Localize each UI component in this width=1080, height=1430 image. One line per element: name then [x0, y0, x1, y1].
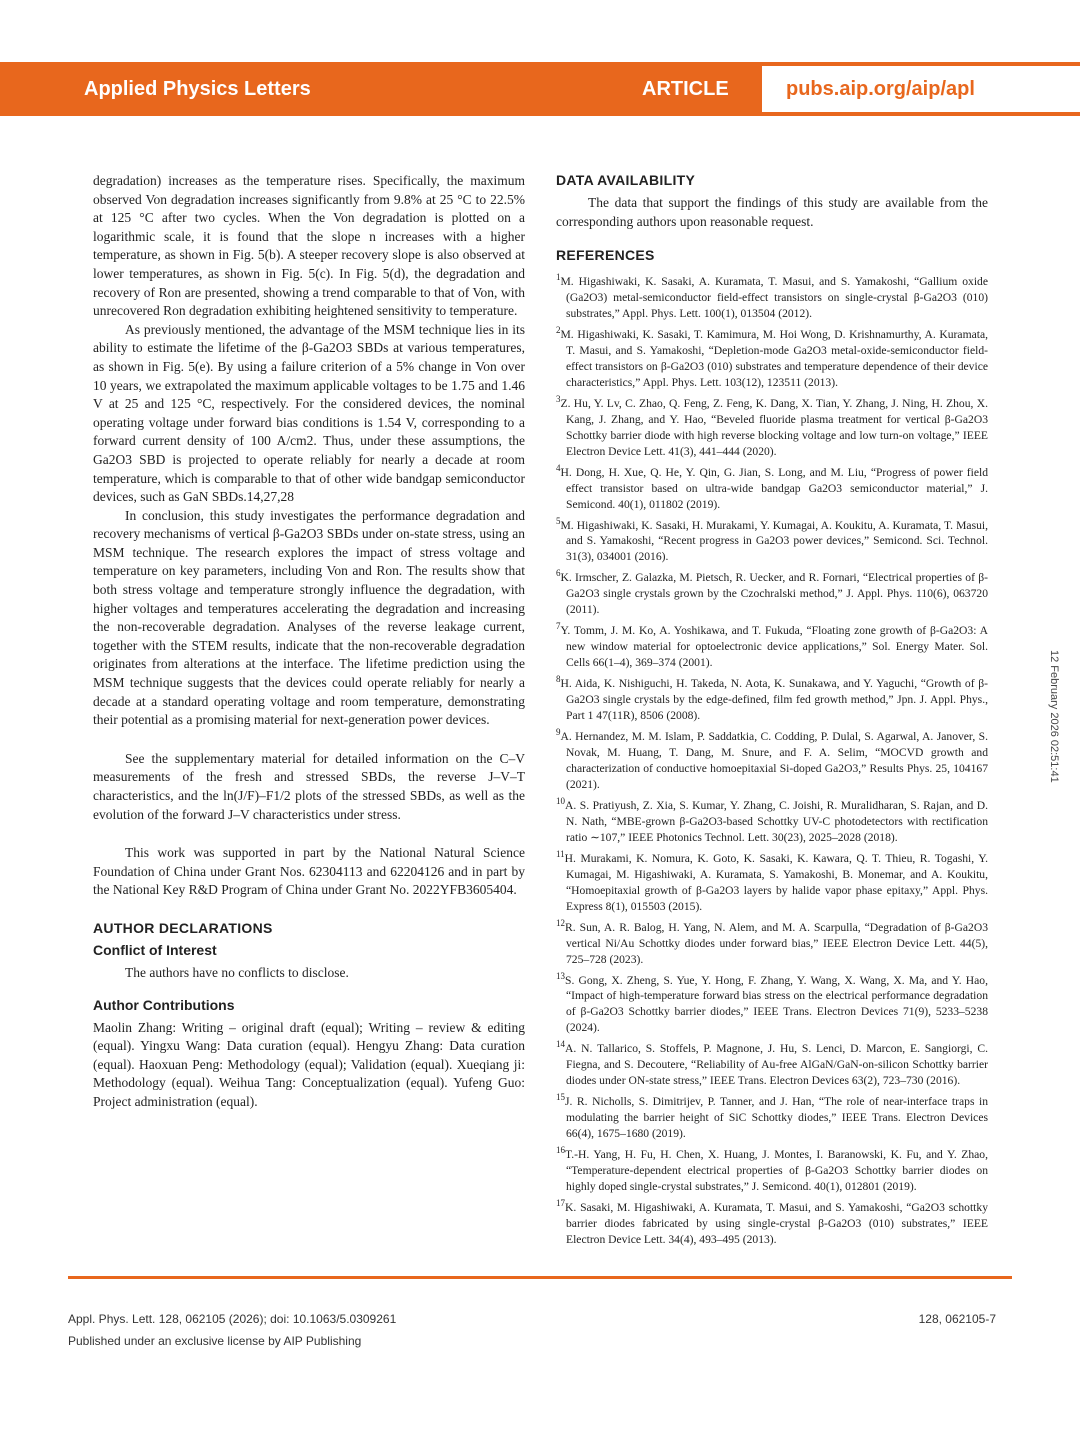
reference-item: $^9$A. Hernandez, M. M. Islam, P. Saddatkia, C. Codding, P. Dulal, S. Agarwal, A. Janover, S. Novak, M. Huang, T. Dang, M. Snure, and F. A. Selim, “MOCVD growth and characterization of conductive homoepitaxial Si-doped Ga2O3,” Results Phys. 25, 104167 (2021).: [556, 727, 988, 791]
reference-item: $^4$H. Dong, H. Xue, Q. He, Y. Qin, G. Jian, S. Long, and M. Liu, “Progress of power field effect transistor based on ultra-wide bandgap Ga2O3 semiconductor material,” J. Semicond. 40(1), 011802 (2019).: [556, 462, 988, 511]
footer-page-number: 128, 062105-7: [918, 1312, 996, 1326]
journal-title: Applied Physics Letters: [84, 78, 311, 100]
subheading-conflict: Conflict of Interest: [93, 941, 217, 958]
reference-item: $^{15}$J. R. Nicholls, S. Dimitrijev, P. Tanner, and J. Han, “The role of near-interface traps in modulating the barrier height of SiC Schottky diodes,” IEEE Trans. Electron Devices 66(4), 1675–1680 (2019).: [556, 1092, 988, 1141]
download-timestamp: 12 February 2026 02:51:41: [1048, 650, 1060, 783]
reference-item: $^{16}$T.-H. Yang, H. Fu, H. Chen, X. Huang, J. Montes, I. Baranowski, K. Fu, and Y. Zhao, “Temperature-dependent electrical properties of β-Ga2O3 Schottky barrier diodes on highly doped single-crystal substrates,” J. Semicond. 40(1), 012801 (2019).: [556, 1145, 988, 1193]
reference-item: $^6$K. Irmscher, Z. Galazka, M. Pietsch, R. Uecker, and R. Fornari, “Electrical properties of β-Ga2O3 single crystals grown by the Czochralski method,” J. Appl. Phys. 110(6), 063720 (2011).: [556, 568, 988, 617]
left-column: [93, 172, 525, 1112]
footer-citation: Appl. Phys. Lett. 128, 062105 (2026); doi: 10.1063/5.0309261: [68, 1312, 397, 1326]
funding-paragraph: This work was supported in part by the National Natural Science Foundation of China under Grant Nos. 62304113 and 62204126 and in part by the National Key R&D Program of China under Grant No. 2022YFB3605404.: [93, 845, 525, 898]
reference-item: $^{14}$A. N. Tallarico, S. Stoffels, P. Magnone, J. Hu, S. Lenci, D. Marcon, E. Sangiorgi, C. Fiegna, and S. Decoutere, “Reliability of Au-free AlGaN/GaN-on-silicon Schottky barrier diodes under ON-state stress,” IEEE Trans. Electron Devices 63(2), 723–730 (2016).: [556, 1039, 988, 1088]
reference-item: $^{12}$R. Sun, A. R. Balog, H. Yang, N. Alem, and M. A. Scarpulla, “Degradation of β-Ga2O3 vertical Ni/Au Schottky diodes under forward bias,” IEEE Electron Device Lett. 44(5), 725–728 (2023).: [556, 917, 988, 966]
reference-item: $^3$Z. Hu, Y. Lv, C. Zhao, Q. Feng, Z. Feng, K. Dang, X. Tian, Y. Zhang, J. Ning, H. Zhou, X. Kang, J. Zhang, and Y. Hao, “Beveled fluoride plasma treatment for vertical β-Ga2O3 Schottky barrier diode with high reverse blocking voltage and low turn-on voltage,” IEEE Electron Device Lett. 41(3), 441–444 (2020).: [556, 393, 988, 458]
journal-header-bar: [0, 62, 1080, 116]
reference-list: [556, 269, 988, 1248]
reference-item: $^{10}$A. S. Pratiyush, Z. Xia, S. Kumar, Y. Zhang, C. Joishi, R. Muralidharan, S. Rajan, and D. N. Nath, “MBE-grown β-Ga2O3-based Schottky UV-C photodetectors with rectification ratio ∼107,” IEEE Photonics Technol. Lett. 30(23), 2025–2028 (2018).: [556, 795, 988, 844]
journal-url-link[interactable]: pubs.aip.org/aip/apl: [762, 66, 1080, 112]
reference-item: $^8$H. Aida, K. Nishiguchi, H. Takeda, N. Aota, K. Sunakawa, and Y. Yaguchi, “Growth of β-Ga2O3 single crystals by the edge-defined, film fed growth method,” Jpn. J. Appl. Phys., Part 1 47(11R), 8506 (2008).: [556, 674, 988, 723]
data-availability-statement: The data that support the findings of this study are available from the corresponding authors upon reasonable request.: [556, 195, 988, 229]
subheading-contributions: Author Contributions: [93, 996, 235, 1013]
right-column: [556, 172, 988, 1248]
body-paragraph: In conclusion, this study investigates the performance degradation and recovery mechanisms of vertical β-Ga2O3 SBDs under on-state stress, using an MSM technique. The research explores the impact of stress voltage and temperature on key parameters, including Von and Ron. The results show that both stress voltage and temperature strongly influence the degradation, with higher voltages and temperatures accelerating the degradation and increasing the non-recoverable degradation. Analyses of the reverse leakage current, together with the STEM results, indicate that the non-recoverable degradation originates from alterations at the interface. The lifetime prediction using the MSM technique suggests that the devices could operate reliably for nearly a decade at a standard operating voltage and room temperature, demonstrating their potential as a promising material for next-generation power devices.: [93, 507, 525, 728]
body-paragraph: degradation) increases as the temperature rises. Specifically, the maximum observed Von degradation increases significantly from 9.8% at 25 °C to 22.5% at 125 °C after two cycles. When the Von degradation is plotted on a logarithmic scale, it is found that the slope n increases with a higher temperature, as shown in Fig. 5(b). A steeper recovery slope is also observed at lower temperatures, as shown in Fig. 5(c). In Fig. 5(d), the degradation and recovery of Ron are presented, showing a trend comparable to that of Von, with unrecovered Ron degradation exhibiting heightened sensitivity to temperature.: [93, 173, 525, 319]
section-heading-data-availability: DATA AVAILABILITY: [556, 172, 696, 188]
contributions-paragraph: Maolin Zhang: Writing – original draft (equal); Writing – review & editing (equal). Yingxu Wang: Data curation (equal). Hengyu Zhang: Data curation (equal). Haoxuan Peng: Methodology (equal); Validation (equal). Xueqiang ji: Methodology (equal). Weihua Tang: Conceptualization (equal). Yufeng Guo: Project administration (equal).: [93, 1019, 525, 1109]
section-heading-references: REFERENCES: [556, 247, 655, 264]
reference-item: $^1$M. Higashiwaki, K. Sasaki, A. Kuramata, T. Masui, and S. Yamakoshi, “Gallium oxide (Ga2O3) metal-semiconductor field-effect transistors on single-crystal β-Ga2O3 (010) substrates,” Appl. Phys. Lett. 100(1), 013504 (2012).: [556, 272, 988, 321]
body-paragraph: As previously mentioned, the advantage of the MSM technique lies in its ability to estimate the lifetime of the β-Ga2O3 SBDs at various temperatures, as shown in Fig. 5(e). By using a failure criterion of a 5% change in Von over 10 years, we extrapolated the maximum applicable voltages to be 1.75 and 1.46 V at 25 and 125 °C, respectively. For the considered devices, the nominal operating voltage under forward bias conditions is 1.54 V, corresponding to a forward current density of 100 A/cm2. Thus, under these assumptions, the Ga2O3 SBD is projected to operate reliably for nearly a decade at room temperature, which is comparable to that of other wide bandgap semiconductor devices, such as GaN SBDs.14,27,28: [93, 321, 525, 505]
article-type-label: ARTICLE: [642, 78, 729, 100]
footer-divider: [68, 1276, 1012, 1279]
footer-license: Published under an exclusive license by AIP Publishing: [68, 1334, 362, 1348]
reference-item: $^5$M. Higashiwaki, K. Sasaki, H. Murakami, Y. Kumagai, A. Koukitu, A. Kuramata, T. Masui, and S. Yamakoshi, “Recent progress in Ga2O3 power devices,” Semicond. Sci. Technol. 31(3), 034001 (2016).: [556, 515, 988, 564]
reference-item: $^2$M. Higashiwaki, K. Sasaki, T. Kamimura, M. Hoi Wong, D. Krishnamurthy, A. Kuramata, T. Masui, and S. Yamakoshi, “Depletion-mode Ga2O3 metal-oxide-semiconductor field-effect transistors on β-Ga2O3 (010) substrates and temperature dependence of their device characteristics,” Appl. Phys. Lett. 103(12), 123511 (2013).: [556, 325, 988, 389]
reference-item: $^{13}$S. Gong, X. Zheng, S. Yue, Y. Hong, F. Zhang, Y. Wang, X. Wang, X. Ma, and Y. Hao, “Impact of high-temperature forward bias stress on the electrical performance degradation of β-Ga2O3 Schottky barrier diodes,” IEEE Trans. Electron Devices 71(9), 5233–5238 (2024).: [556, 970, 988, 1035]
reference-item: $^7$Y. Tomm, J. M. Ko, A. Yoshikawa, and T. Fukuda, “Floating zone growth of β-Ga2O3: A new window material for optoelectronic device applications,” Sol. Energy Mater. Sol. Cells 66(1–4), 369–374 (2001).: [556, 621, 988, 670]
reference-item: $^{17}$K. Sasaki, M. Higashiwaki, A. Kuramata, T. Masui, and S. Yamakoshi, “Ga2O3 schottky barrier diodes fabricated by using single-crystal β-Ga2O3 (010) substrates,” IEEE Electron Device Lett. 34(4), 493–495 (2013).: [556, 1197, 988, 1246]
section-heading-author-declarations: AUTHOR DECLARATIONS: [93, 919, 273, 936]
reference-item: $^{11}$H. Murakami, K. Nomura, K. Goto, K. Sasaki, K. Kawara, Q. T. Thieu, R. Togashi, Y. Kumagai, M. Higashiwaki, A. Kuramata, S. Yamakoshi, B. Monemar, and A. Koukitu, “Homoepitaxial growth of β-Ga2O3 layers by halide vapor phase epitaxy,” Appl. Phys. Express 8(1), 015503 (2015).: [556, 848, 988, 913]
supplementary-paragraph: See the supplementary material for detailed information on the C–V measurements of the fresh and stressed SBDs, the reverse J–V–T characteristics, and the ln(J/F)–F1/2 plots of the stressed SBDs, as well as the evolution of the forward J–V characteristics under stress.: [93, 750, 525, 822]
conflict-statement: The authors have no conflicts to disclose.: [125, 964, 349, 980]
